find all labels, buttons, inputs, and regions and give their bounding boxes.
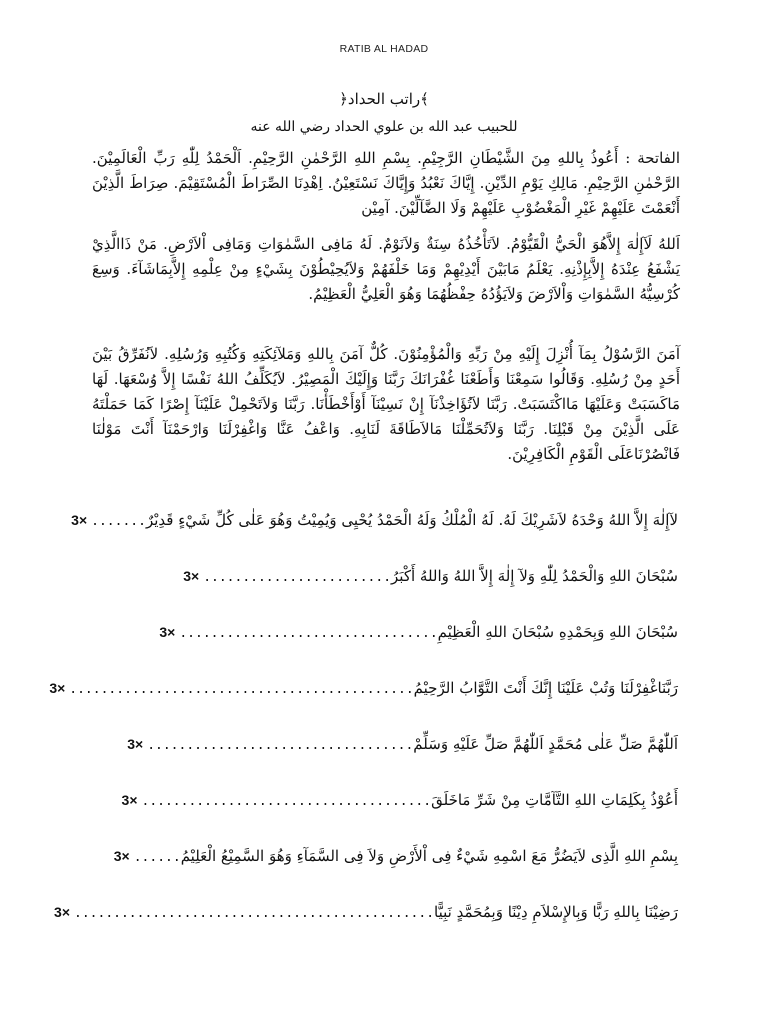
leader-dots: ..............................................	[74, 906, 435, 921]
repeat-line	[114, 843, 678, 869]
repeat-count: 3×	[113, 848, 130, 864]
repeat-text: سُبْحَانَ اللهِ وَالْحَمْدُ لِلّٰهِ وَلآ إِلٰهَ إِلاَّ اللهُ وَاللهُ أَكْبَرُ	[391, 567, 678, 585]
repeat-count: 3×	[121, 792, 138, 808]
repeat-text: رَضِيْنَا بِاللهِ رَبًّا وَبِالإِسْلاَمِ دِيْنًا وَبِمُحَمَّدٍ نَبِيًّا	[434, 903, 678, 921]
paragraph-ayat-kursi: اَللهُ لَآإِلٰهَ إِلاَّهُوَ الْحَيُّ الْقَيُّوْمُ. لاَتَأْخُذُهُ سِنَةٌ وَلاَنَوْمٌ. لَهُ مَافِى السَّمٰوَاتِ وَمَافِى اْلاَرْضِ. مَنْ ذَاالَّذِيْ يَشْفَعُ عِنْدَهُ إِلاَّبِإِذْنِهِ. يَعْلَمُ مَابَيْنَ أَيْدِيْهِمْ وَمَا خَلْفَهُمْ وَلاَيُحِيْطُوْنَ بِشَيْءٍ مِنْ عِلْمِهِ إِلاَّبِمَاشَآءَ. وَسِعَ كُرْسِيُّهُ السَّمٰوَاتِ وَاْلاَرْضَ وَلاَيَؤُدُهُ حِفْظُهُمَا وَهُوَ الْعَلِيُّ الْعَظِيْمُ.	[92, 235, 680, 303]
leader-dots: ..................................	[147, 738, 414, 753]
leader-dots: ......	[133, 850, 181, 865]
repeat-count: 3×	[127, 736, 144, 752]
repeat-text: رَبَّنَاغْفِرْلَنَا وَتُبْ عَلَيْنَا إِنَّكَ أَنْتَ التَّوَّابُ الرَّحِيْمُ	[413, 679, 678, 697]
repeat-count: 3×	[159, 624, 176, 640]
repeat-line	[127, 731, 678, 757]
repeat-text: سُبْحَانَ اللهِ وَبِحَمْدِهِ سُبْحَانَ اللهِ الْعَظِيْمِ	[437, 623, 678, 641]
leader-dots: ........................	[203, 570, 392, 585]
document-subtitle: للحبيب عبد الله بن علوي الحداد رضي الله عنه	[250, 119, 518, 135]
document-title: ﴾راتب الحداد﴿	[339, 90, 429, 108]
repeat-line	[159, 619, 678, 645]
repeat-text: بِسْمِ اللهِ الَّذِى لاَيَضُرُّ مَعَ اسْمِهِ شَيْءٌ فِى اْلأَرْضِ وَلاَ فِى السَّمَآءِ وَهُوَ السَّمِيْعُ الْعَلِيْمُ	[180, 847, 678, 865]
running-header: RATIB AL HADAD	[339, 43, 429, 55]
repeat-count: 3×	[71, 512, 88, 528]
repeat-text: أَعُوْذُ بِكَلِمَاتِ اللهِ التَّآمَّاتِ مِنْ شَرِّ مَاخَلَقَ	[431, 791, 678, 809]
repeat-line	[54, 899, 678, 925]
repeat-text: لآإِلٰهَ إِلاَّ اللهُ وَحْدَهُ لاَشَرِيْكَ لَهُ. لَهُ الْمُلْكُ وَلَهُ الْحَمْدُ يُحْيِى وَيُمِيْتُ وَهُوَ عَلٰى كُلِّ شَيْءٍ قَدِيْرٌ	[145, 511, 678, 529]
repeat-line	[49, 675, 678, 701]
leader-dots: ............................................	[69, 682, 414, 697]
repeat-count: 3×	[54, 904, 71, 920]
repeat-count: 3×	[183, 568, 200, 584]
repeat-line	[71, 507, 678, 533]
leader-dots: .....................................	[141, 794, 432, 809]
repeat-count: 3×	[49, 680, 66, 696]
repeat-line	[122, 787, 678, 813]
leader-dots: .................................	[179, 626, 438, 641]
repeat-line	[183, 563, 678, 589]
leader-dots: .......	[91, 514, 146, 529]
repeat-text: اَللّٰهُمَّ صَلِّ عَلٰى مُحَمَّدٍ اَللّٰهُمَّ صَلِّ عَلَيْهِ وَسَلِّمْ	[413, 735, 678, 753]
paragraph-amana-rasul: آمَنَ الرَّسُوْلُ بِمَآ أُنْزِلَ إِلَيْهِ مِنْ رَبِّهِ وَالْمُؤْمِنُوْنَ. كُلٌّ آمَنَ بِاللهِ وَمَلآئِكَتِهِ وَكُتُبِهِ وَرُسُلِهِ. لاَنُفَرِّقُ بَيْنَ أَحَدٍ مِنْ رُسُلِهِ. وَقَالُوا سَمِعْنَا وَأَطَعْنَا غُفْرَانَكَ رَبَّنَا وَإِلَيْكَ الْمَصِيْرُ. لاَيُكَلِّفُ اللهُ نَفْسًا إِلاَّ وُسْعَهَا. لَهَا مَاكَسَبَتْ وَعَلَيْهَا مَااكْتَسَبَتْ. رَبَّنَا لاَتُؤَاخِذْنَآ إِنْ نَسِيْنَآ أَوْأَخْطَأْنَا. رَبَّنَا وَلاَتَحْمِلْ عَلَيْنَآ إِصْرًا كَمَا حَمَلْتَهُ عَلَى الَّذِيْنَ مِنْ قَبْلِنَا. رَبَّنَا وَلاَتُحَمِّلْنَا مَالاَطَاقَةَ لَنَابِهِ. وَاعْفُ عَنَّا وَاغْفِرْلَنَا وَارْحَمْنَآ أَنْتَ مَوْلٰنَا فَانْصُرْنَاعَلَى الْقَوْمِ الْكَافِرِيْنَ.	[92, 345, 680, 463]
paragraph-fatiha: الفاتحة : أَعُوذُ بِاللهِ مِنَ الشَّيْطَانِ الرَّجِيْمِ. بِسْمِ اللهِ الرَّحْمٰنِ الرَّحِيْمِ. اَلْحَمْدُ لِلّٰهِ رَبِّ الْعَالَمِيْنَ. الرَّحْمٰنِ الرَّحِيْمِ. مَالِكِ يَوْمِ الدِّيْنِ. إِيَّاكَ نَعْبُدُ وَإِيَّاكَ نَسْتَعِيْنُ. اِهْدِنَا الصِّرَاطَ الْمُسْتَقِيْمَ. صِرَاطَ الَّذِيْنَ أَنْعَمْتَ عَلَيْهِمْ غَيْرِ الْمَغْضُوْبِ عَلَيْهِمْ وَلَا الضَّآلِّيْنَ. آمِيْن	[92, 149, 680, 217]
